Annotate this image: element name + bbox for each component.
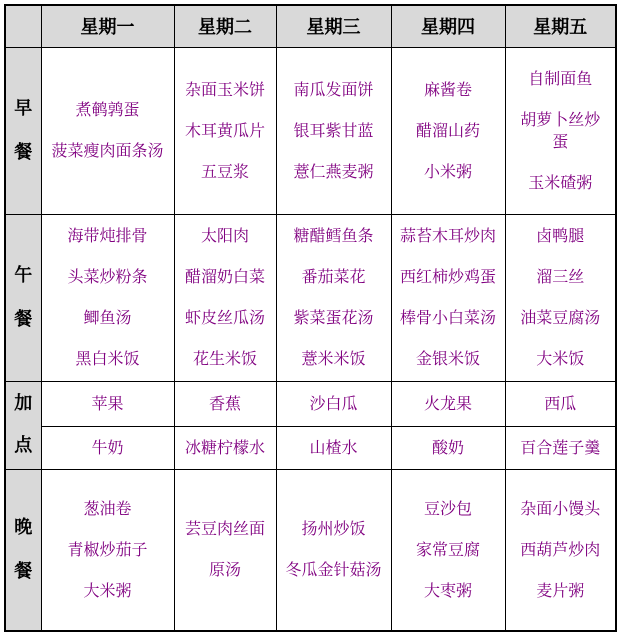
menu-item: 黑白米饭 [75,349,140,368]
menu-item: 沙白瓜 [309,393,358,413]
dinner-row [5,469,616,631]
menu-item: 玉米碴粥 [528,172,593,192]
header-row [5,5,616,47]
menu-item: 青椒炒茄子 [67,539,148,559]
meal-label-lunch [5,214,41,381]
menu-item: 煮鹌鹑蛋 [75,100,140,119]
menu-item: 大枣粥 [423,580,472,600]
menu-item: 原汤 [208,560,241,580]
menu-item: 大米粥 [83,580,132,600]
lunch-tue-cell [174,214,276,381]
menu-item: 太阳肉 [200,226,249,245]
breakfast-fri-cell [505,47,616,214]
meal-label-char: 餐 [14,141,33,163]
day-header-wed: 星期三 [276,5,391,47]
breakfast-row [5,47,616,214]
menu-item: 家常豆腐 [415,539,480,559]
menu-item: 豆沙包 [423,498,472,518]
menu-item: 醋溜山药 [415,120,480,140]
meal-label-char: 餐 [14,560,33,582]
meal-label-char: 点 [14,435,33,456]
day-header-thu: 星期四 [391,5,505,47]
menu-item: 金银米饭 [415,349,480,368]
meal-label-char: 餐 [14,308,33,330]
menu-item: 花生米饭 [192,349,257,368]
dinner-thu-cell [391,469,505,631]
menu-item: 山楂水 [309,437,358,457]
menu-item: 麦片粥 [536,580,585,600]
menu-item: 葱油卷 [83,498,132,518]
corner-cell [5,5,41,47]
snack-drink-row [5,426,616,469]
menu-item: 海带炖排骨 [67,226,148,245]
menu-item: 小米粥 [423,161,472,181]
meal-label-char: 晚 [14,516,33,538]
menu-item: 西红柿炒鸡蛋 [399,267,496,286]
menu-item: 虾皮丝瓜汤 [184,308,265,327]
snack-drink-mon-cell [41,426,174,469]
menu-item: 冬瓜金针菇汤 [285,560,382,580]
menu-item: 头菜炒粉条 [67,267,148,286]
menu-item: 蒜苔木耳炒肉 [399,226,496,245]
menu-item: 薏米米饭 [301,349,366,368]
weekly-meal-schedule-table [4,4,617,632]
menu-item: 扬州炒饭 [301,519,366,539]
lunch-row [5,214,616,381]
menu-item: 木耳黄瓜片 [184,120,265,140]
dinner-fri-cell [505,469,616,631]
snack-drink-thu-cell [391,426,505,469]
snack-fruit-wed-cell [276,381,391,426]
lunch-thu-cell [391,214,505,381]
snack-fruit-thu-cell [391,381,505,426]
snack-drink-wed-cell [276,426,391,469]
menu-item: 自制面鱼 [528,68,593,88]
breakfast-thu-cell [391,47,505,214]
breakfast-tue-cell [174,47,276,214]
menu-item: 油菜豆腐汤 [520,308,601,327]
menu-item: 紫菜蛋花汤 [293,308,374,327]
snack-fruit-fri-cell [505,381,616,426]
menu-item: 卤鸭腿 [536,226,585,245]
snack-drink-tue-cell [174,426,276,469]
dinner-tue-cell [174,469,276,631]
menu-item: 薏仁燕麦粥 [293,161,374,181]
menu-item: 番茄菜花 [301,267,366,286]
day-header-tue: 星期二 [174,5,276,47]
menu-item: 西瓜 [544,393,577,413]
meal-label-char: 加 [14,393,33,414]
menu-item: 冰糖柠檬水 [184,437,265,457]
menu-item: 西葫芦炒肉 [520,539,601,559]
menu-item: 醋溜奶白菜 [184,267,265,286]
menu-item: 杂面小馒头 [520,498,601,518]
breakfast-wed-cell [276,47,391,214]
menu-item: 芸豆肉丝面 [184,519,265,539]
meal-label-snack [5,381,41,469]
menu-item: 菠菜瘦肉面条汤 [51,141,164,160]
dinner-wed-cell [276,469,391,631]
menu-item: 火龙果 [423,393,472,413]
menu-item: 大米饭 [536,349,585,368]
menu-item: 胡萝卜丝炒蛋 [520,109,601,151]
snack-drink-fri-cell [505,426,616,469]
menu-item: 南瓜发面饼 [293,79,374,99]
lunch-mon-cell [41,214,174,381]
lunch-fri-cell [505,214,616,381]
day-header-mon: 星期一 [41,5,174,47]
menu-item: 银耳紫甘蓝 [293,120,374,140]
menu-item: 苹果 [91,393,124,413]
dinner-mon-cell [41,469,174,631]
snack-fruit-tue-cell [174,381,276,426]
menu-item: 杂面玉米饼 [184,79,265,99]
snack-fruit-row [5,381,616,426]
breakfast-mon-cell [41,47,174,214]
menu-item: 鲫鱼汤 [83,308,132,327]
snack-fruit-mon-cell [41,381,174,426]
meal-label-dinner [5,469,41,631]
menu-item: 五豆浆 [200,161,249,181]
menu-item: 百合莲子羹 [520,437,601,457]
lunch-wed-cell [276,214,391,381]
menu-item: 棒骨小白菜汤 [399,308,496,327]
meal-label-char: 早 [14,97,33,119]
menu-item: 麻酱卷 [423,79,472,99]
meal-label-breakfast [5,47,41,214]
menu-item: 香蕉 [208,393,241,413]
meal-label-char: 午 [14,264,33,286]
menu-item: 牛奶 [91,437,124,457]
day-header-fri: 星期五 [505,5,616,47]
menu-item: 溜三丝 [536,267,585,286]
menu-item: 糖醋鳕鱼条 [293,226,374,245]
menu-item: 酸奶 [431,437,464,457]
